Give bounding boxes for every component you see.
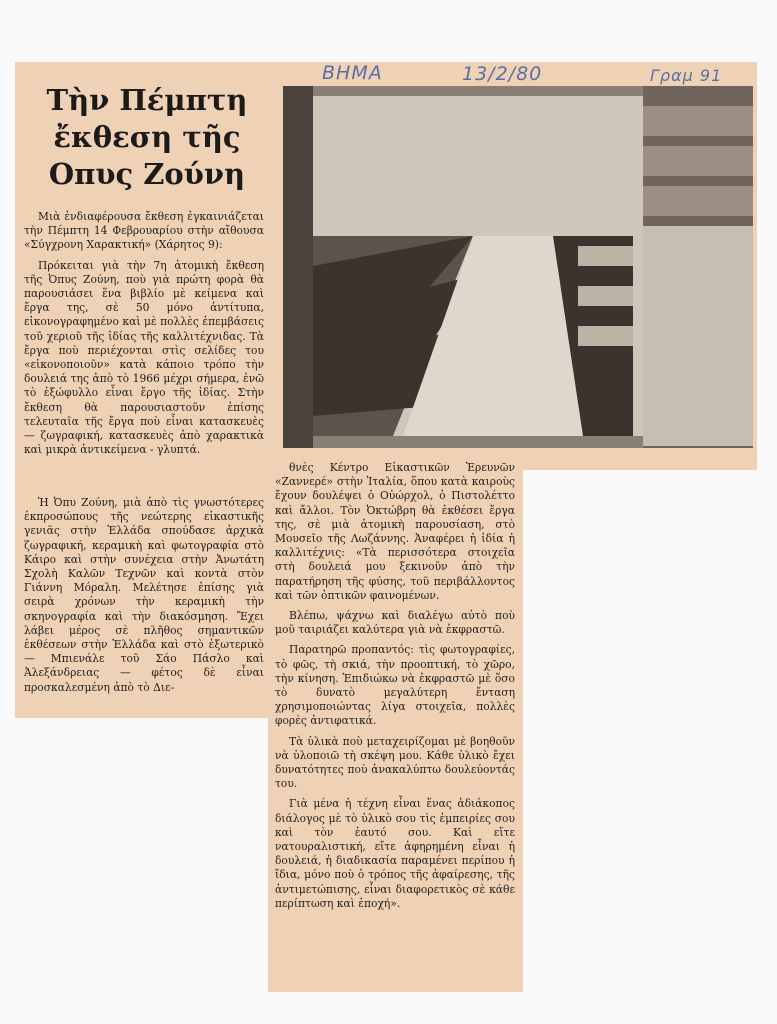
article-paragraph: Παρατηρῶ προπαντός: τὶς φωτογραφίες, τὸ φῶς, τὴ σκιά, τὴν προοπτική, τὸ χῶρο, τὴν κίνηση. Ἐπιδιώκω νὰ ἐκφραστῶ μὲ ὅσο τὸ δυνατὸ μεγαλύτερη ἔνταση χρησιμοποιώντας λίγα στοιχεῖα, πολλὲς φορὲς ἀντιφατικά. (275, 643, 515, 728)
article-paragraph: Βλέπω, ψάχνω καὶ διαλέγω αὐτὸ ποὺ μοῦ ταιριάζει καλύτερα γιὰ νὰ ἐκφραστῶ. (275, 609, 515, 637)
handwritten-date: 13/2/80 (462, 63, 543, 85)
article-column-right (275, 461, 515, 917)
article-paragraph: Πρόκειται γιὰ τὴν 7η ἀτομικὴ ἔκθεση τῆς Ὀπυς Ζούνη, ποὺ γιὰ πρώτη φορὰ θὰ παρουσιάσει ἕνα βιβλίο μὲ κείμενα καὶ ἔργα της, σὲ 50 μόνο ἀντίτυπα, εἰκονογραφημένο καὶ μὲ πολλὲς ἐπεμβάσεις τοῦ χεριοῦ τῆς ἰδίας τῆς καλλιτέχνιδας. Τὰ ἔργα ποὺ περιέχονται στὶς σελίδες του «εἰκονοποιοῦν» κατὰ κάποιο τρόπο τὴν δουλειά της ἀπὸ τὸ 1966 μέχρι σήμερα, ἐνῶ τὸ ἐξώφυλλο εἶναι ἔργο τῆς ἰδίας. Στὴν ἔκθεση θὰ παρουσιαστοῦν ἐπίσης τελευταῖα τῆς ἔργα ποὺ εἶναι κατασκευὲς — ζωγραφική, κατασκευὲς ἀπὸ χαρακτικὰ καὶ μικρὰ ἀντικείμενα - γλυπτά. (24, 258, 264, 457)
artwork-photo (283, 86, 753, 448)
article-paragraph: Τὰ ὑλικὰ ποὺ μεταχειρίζομαι μὲ βοηθοῦν νὰ ὑλοποιῶ τὴ σκέψη μου. Κάθε ὑλικὸ ἔχει δυνατότητες ποὺ ἀνακαλύπτω δουλεύοντάς του. (275, 734, 515, 791)
article-column-left-top (24, 210, 264, 463)
article-paragraph: θνὲς Κέντρο Εἰκαστικῶν Ἐρευνῶν «Ζαννερέ» στὴν Ἰταλία, ὅπου κατὰ καιροὺς ἔχουν δουλέψει ὁ Οὐώρχολ, ὁ Πιστολέττο καὶ ἄλλοι. Τὸν Ὀκτώβρη θὰ ἐκθέσει ἔργα της, σὲ μιὰ ἀτομικὴ παρουσίαση, στὸ Μουσεῖο τῆς Λωζάννης. Ἀναφέρει ἡ ἰδία ἡ καλλιτέχνις: «Τὰ περισσότερα στοιχεῖα στὴ δουλειά μου ξεκινοῦν ἀπὸ τὴν παρατήρηση τῆς φύσης, τοῦ περιβάλλοντος καὶ τῶν ὀπτικῶν φαινομένων. (275, 461, 515, 602)
article-column-left-bottom (24, 496, 264, 701)
article-paragraph: Μιὰ ἐνδιαφέρουσα ἔκθεση ἐγκαινιάζεται τὴν Πέμπτη 14 Φεβρουαρίου στὴν αἴθουσα «Σύγχρονη Χαρακτική» (Χάρητος 9): (24, 210, 264, 252)
article-headline: Τὴν Πέμπτη ἔκθεση τῆς Οπυς Ζούνη (46, 83, 248, 191)
handwritten-newspaper-name: ΒΗΜΑ (322, 62, 383, 84)
article-paragraph: Ἡ Ὀπυ Ζούνη, μιὰ ἀπὸ τὶς γνωστότερες ἐκπροσώπους τῆς νεώτερης εἰκαστικῆς γενιᾶς στὴν Ἑλλάδα σπούδασε ἀρχικὰ ζωγραφική, κεραμικὴ καὶ φωτογραφία στὸ Κάιρο καὶ στὴν συνέχεια στὴν Ἀνωτάτη Σχολὴ Καλῶν Τεχνῶν καὶ κοντὰ στὸν Γιάννη Μόραλη. Μελέτησε ἐπίσης γιὰ σειρὰ χρόνων τὴν κεραμικὴ τὴν σκηνογραφία καὶ τὴν διακόσμηση. Ἔχει λάβει μέρος σὲ πλῆθος σημαντικῶν ἐκθέσεων στὴν Ἑλλάδα καὶ στὸ ἐξωτερικὸ — Μπιενάλε τοῦ Σάο Πάσλο καὶ Ἀλεξάνδρειας — φέτος δὲ εἶναι προσκαλεσμένη ἀπὸ τὸ Διε- (24, 496, 264, 694)
artwork-photo-graphic (283, 86, 753, 448)
handwritten-code: Γραμ 91 (650, 66, 723, 85)
article-paragraph: Γιὰ μένα ἡ τέχνη εἶναι ἕνας ἀδιάκοπος διάλογος μὲ τὸ ὑλικὸ σου τὶς ἐμπειρίες σου καὶ τὸν ἑαυτό σου. Καὶ εἴτε νατουραλιστική, εἴτε ἀφηρημένη εἶναι ἡ δουλειά, ἡ διαδικασία παραμένει περίπου ἡ ἴδια, μόνο ποὺ ὁ τρόπος τῆς ἀφαίρεσης, τῆς ἀντιμετώπισης, εἶναι διαφορετικὸς σὲ κάθε περίπτωση καὶ ἐποχή». (275, 797, 515, 910)
